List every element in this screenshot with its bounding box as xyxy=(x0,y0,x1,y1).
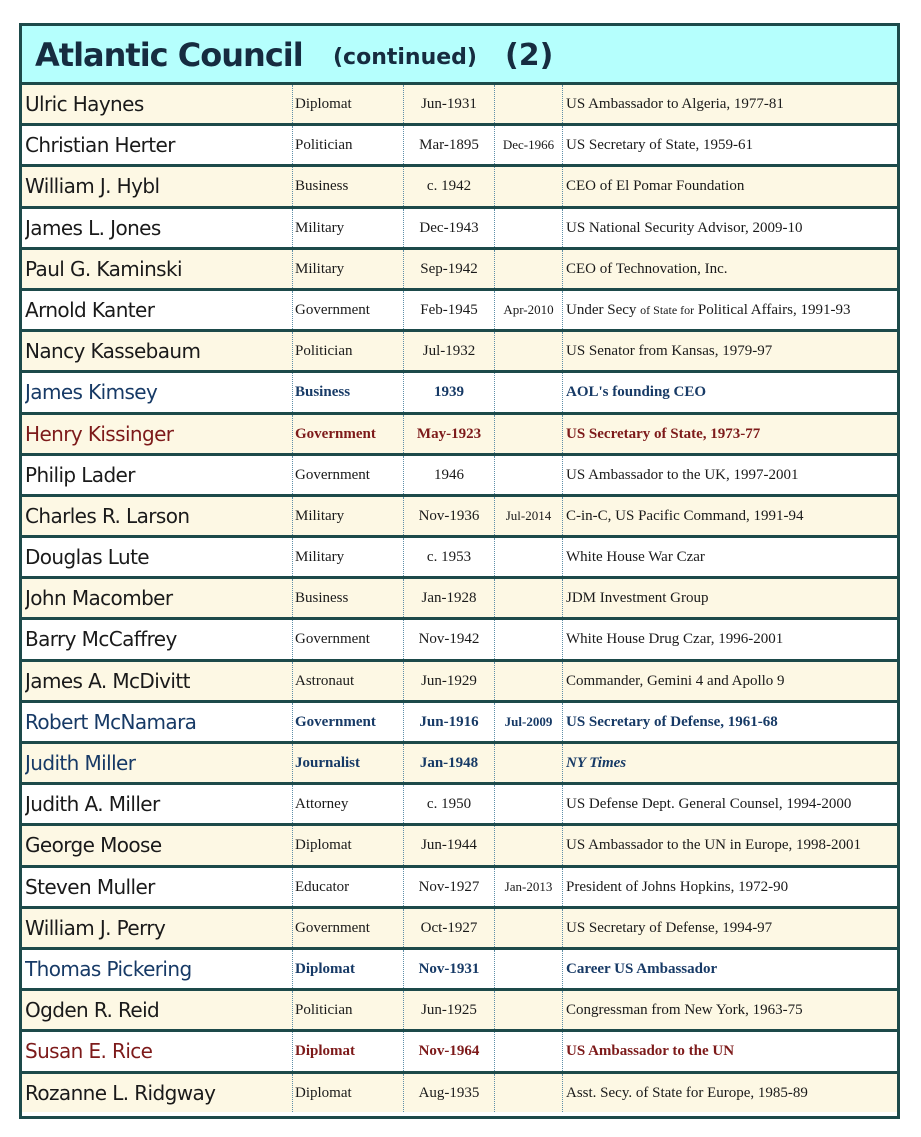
member-born: c. 1953 xyxy=(426,549,472,566)
member-note: US Defense Dept. General Counsel, 1994-2000 xyxy=(566,796,852,813)
column-divider xyxy=(562,868,563,906)
member-born: Nov-1964 xyxy=(418,1043,480,1060)
column-divider xyxy=(562,620,563,658)
column-divider xyxy=(562,785,563,823)
member-died: Jul-2014 xyxy=(505,507,552,523)
table-row xyxy=(22,538,897,579)
column-divider xyxy=(562,332,563,370)
column-divider xyxy=(292,991,293,1029)
member-role: Diplomat xyxy=(295,1043,355,1060)
table-row xyxy=(22,332,897,373)
member-died xyxy=(495,167,562,205)
member-name: Arnold Kanter xyxy=(25,297,155,322)
member-role: Government xyxy=(295,919,370,936)
column-divider xyxy=(562,167,563,205)
table-row xyxy=(22,250,897,291)
table-row xyxy=(22,909,897,950)
member-died: Jul-2009 xyxy=(504,713,553,729)
member-note xyxy=(566,291,896,329)
member-name: Judith Miller xyxy=(25,751,136,775)
column-divider xyxy=(562,538,563,576)
table-row xyxy=(22,662,897,703)
column-divider xyxy=(562,1032,563,1070)
member-died xyxy=(495,579,562,617)
member-role: Attorney xyxy=(295,796,349,813)
table-row xyxy=(22,209,897,250)
table-row xyxy=(22,620,897,661)
member-note: US Secretary of State, 1959-61 xyxy=(566,137,754,154)
member-name: Steven Muller xyxy=(25,874,155,899)
table-row xyxy=(22,991,897,1032)
page-title: Atlantic Council xyxy=(35,36,303,74)
column-divider xyxy=(292,209,293,247)
table-row xyxy=(22,1032,897,1073)
member-name: Robert McNamara xyxy=(25,709,197,734)
column-divider xyxy=(292,126,293,164)
member-born: Nov-1936 xyxy=(418,507,480,524)
member-born: c. 1942 xyxy=(426,178,472,195)
member-name: Susan E. Rice xyxy=(25,1039,153,1064)
column-divider xyxy=(292,332,293,370)
table-row xyxy=(22,456,897,497)
column-divider xyxy=(292,785,293,823)
member-died: Apr-2010 xyxy=(503,301,554,317)
member-note: Commander, Gemini 4 and Apollo 9 xyxy=(566,672,785,689)
member-note: US National Security Advisor, 2009-10 xyxy=(566,219,803,236)
table-row xyxy=(22,579,897,620)
member-role: Government xyxy=(295,466,370,483)
member-born: Jan-1928 xyxy=(421,590,477,607)
member-note: US Ambassador to the UK, 1997-2001 xyxy=(566,466,799,483)
member-died xyxy=(495,744,562,782)
member-born: c. 1950 xyxy=(426,796,472,813)
member-born: Feb-1945 xyxy=(420,301,478,318)
member-died xyxy=(495,85,562,123)
member-role: Government xyxy=(295,301,370,318)
member-role: Diplomat xyxy=(295,960,355,977)
member-note: President of Johns Hopkins, 1972-90 xyxy=(566,878,789,895)
member-role: Government xyxy=(295,631,370,648)
member-role: Politician xyxy=(295,137,353,154)
table-row xyxy=(22,497,897,538)
table-row xyxy=(22,826,897,867)
member-role: Politician xyxy=(295,1002,353,1019)
column-divider xyxy=(292,620,293,658)
table-row xyxy=(22,126,897,167)
column-divider xyxy=(292,744,293,782)
member-name: Barry McCaffrey xyxy=(25,627,177,652)
member-died xyxy=(495,332,562,370)
member-role: Diplomat xyxy=(295,837,352,854)
column-divider xyxy=(562,909,563,947)
column-divider xyxy=(562,291,563,329)
member-name: Charles R. Larson xyxy=(25,503,190,528)
title-bar xyxy=(22,26,897,85)
column-divider xyxy=(562,126,563,164)
member-name: Henry Kissinger xyxy=(25,421,174,446)
member-note: US Secretary of Defense, 1994-97 xyxy=(566,919,773,936)
member-died xyxy=(495,209,562,247)
member-note: US Ambassador to Algeria, 1977-81 xyxy=(566,96,784,112)
member-died xyxy=(495,826,562,864)
member-role: Government xyxy=(295,713,376,730)
column-divider xyxy=(562,950,563,988)
member-note: CEO of El Pomar Foundation xyxy=(566,178,745,195)
column-divider xyxy=(292,950,293,988)
column-divider xyxy=(562,415,563,453)
member-name: Thomas Pickering xyxy=(25,956,192,981)
member-note-part: Political Affairs, 1991-93 xyxy=(694,301,851,318)
member-died xyxy=(495,950,562,988)
member-note: AOL's founding CEO xyxy=(566,384,707,401)
table-row xyxy=(22,1074,897,1112)
member-name: James A. McDivitt xyxy=(25,668,190,693)
column-divider xyxy=(562,1074,563,1112)
member-note-part: Under Secy xyxy=(566,301,641,318)
member-name: George Moose xyxy=(25,833,162,858)
member-role: Business xyxy=(295,384,351,401)
member-died xyxy=(495,620,562,658)
column-divider xyxy=(562,744,563,782)
member-died xyxy=(495,1032,562,1070)
member-name: Paul G. Kaminski xyxy=(25,256,182,281)
member-note-part: of State for xyxy=(640,302,695,317)
member-name: Philip Lader xyxy=(25,462,135,487)
member-died xyxy=(495,456,562,494)
member-note: Career US Ambassador xyxy=(566,960,718,977)
member-note: US Senator from Kansas, 1979-97 xyxy=(566,343,773,360)
member-name: Ogden R. Reid xyxy=(25,998,160,1023)
column-divider xyxy=(562,703,563,741)
member-role: Diplomat xyxy=(295,1084,352,1101)
table-row xyxy=(22,167,897,208)
table-row xyxy=(22,415,897,456)
column-divider xyxy=(562,497,563,535)
table-row xyxy=(22,703,897,744)
member-name: Ulric Haynes xyxy=(25,92,144,116)
member-role: Military xyxy=(295,549,345,566)
member-born: Mar-1895 xyxy=(419,137,479,154)
member-born: Jun-1916 xyxy=(419,713,479,730)
column-divider xyxy=(292,538,293,576)
column-divider xyxy=(292,291,293,329)
column-divider xyxy=(292,703,293,741)
member-role: Military xyxy=(295,507,345,524)
member-born: Dec-1943 xyxy=(419,219,479,236)
member-born: Jul-1932 xyxy=(422,343,476,360)
column-divider xyxy=(292,1032,293,1070)
member-born: Nov-1942 xyxy=(418,631,480,648)
member-name: William J. Hybl xyxy=(25,174,160,199)
member-note: US Secretary of Defense, 1961-68 xyxy=(566,713,778,730)
column-divider xyxy=(292,250,293,288)
member-note: US Ambassador to the UN in Europe, 1998-2001 xyxy=(566,837,861,854)
document-frame xyxy=(19,23,900,1119)
column-divider xyxy=(562,85,563,123)
column-divider xyxy=(562,209,563,247)
member-role: Business xyxy=(295,590,349,607)
table-row xyxy=(22,373,897,414)
member-born: Jun-1931 xyxy=(421,96,477,112)
column-divider xyxy=(292,662,293,700)
column-divider xyxy=(292,373,293,411)
column-divider xyxy=(292,415,293,453)
member-note: US Secretary of State, 1973-77 xyxy=(566,425,761,442)
member-died xyxy=(495,1074,562,1112)
column-divider xyxy=(292,826,293,864)
member-born: 1939 xyxy=(434,384,464,401)
member-born: Aug-1935 xyxy=(418,1084,480,1101)
member-born: Jun-1929 xyxy=(421,672,477,689)
column-divider xyxy=(292,456,293,494)
member-born: Jan-1948 xyxy=(419,755,479,771)
member-role: Diplomat xyxy=(295,96,352,112)
member-note: Asst. Secy. of State for Europe, 1985-89 xyxy=(566,1084,808,1101)
member-note: White House Drug Czar, 1996-2001 xyxy=(566,631,784,648)
member-born: Nov-1931 xyxy=(418,960,480,977)
column-divider xyxy=(292,1074,293,1112)
member-born: Sep-1942 xyxy=(420,260,478,277)
member-name: Judith A. Miller xyxy=(25,792,160,817)
member-died: Jan-2013 xyxy=(504,878,553,894)
column-divider xyxy=(562,991,563,1029)
column-divider xyxy=(292,85,293,123)
member-died xyxy=(495,373,562,411)
member-died xyxy=(495,250,562,288)
member-died xyxy=(495,909,562,947)
member-name: James L. Jones xyxy=(25,215,161,240)
column-divider xyxy=(562,373,563,411)
table-row xyxy=(22,868,897,909)
member-born: Jun-1925 xyxy=(421,1002,477,1019)
member-role: Politician xyxy=(295,343,353,360)
member-name: Christian Herter xyxy=(25,133,175,158)
member-name: James Kimsey xyxy=(25,380,158,405)
member-role: Educator xyxy=(295,878,350,895)
table-row xyxy=(22,785,897,826)
member-note: CEO of Technovation, Inc. xyxy=(566,260,728,277)
member-note: NY Times xyxy=(566,755,627,771)
table-row xyxy=(22,291,897,332)
column-divider xyxy=(292,909,293,947)
member-role: Astronaut xyxy=(295,672,355,689)
column-divider xyxy=(562,250,563,288)
member-born: 1946 xyxy=(434,466,464,483)
column-divider xyxy=(562,826,563,864)
member-name: Douglas Lute xyxy=(25,545,150,570)
member-died xyxy=(495,991,562,1029)
member-name: Rozanne L. Ridgway xyxy=(25,1080,216,1105)
member-died xyxy=(495,785,562,823)
member-name: John Macomber xyxy=(25,586,173,611)
member-born: May-1923 xyxy=(416,425,482,442)
column-divider xyxy=(562,579,563,617)
member-name: Nancy Kassebaum xyxy=(25,339,201,364)
member-role: Business xyxy=(295,178,349,195)
member-role: Government xyxy=(295,425,376,442)
member-role: Military xyxy=(295,260,345,277)
member-note: C-in-C, US Pacific Command, 1991-94 xyxy=(566,507,804,524)
continued-label: (continued) xyxy=(333,45,477,70)
member-note: White House War Czar xyxy=(566,549,705,566)
page-number: (2) xyxy=(505,38,554,73)
members-table xyxy=(22,85,897,1112)
member-died xyxy=(495,415,562,453)
column-divider xyxy=(292,497,293,535)
member-note: US Ambassador to the UN xyxy=(566,1043,735,1060)
member-role: Journalist xyxy=(295,755,361,771)
column-divider xyxy=(562,662,563,700)
member-died: Dec-1966 xyxy=(502,137,555,153)
column-divider xyxy=(292,167,293,205)
member-role: Military xyxy=(295,219,345,236)
column-divider xyxy=(292,868,293,906)
table-row xyxy=(22,85,897,126)
member-born: Oct-1927 xyxy=(420,919,478,936)
member-note: Congressman from New York, 1963-75 xyxy=(566,1002,803,1019)
member-note: JDM Investment Group xyxy=(566,590,709,607)
table-row xyxy=(22,950,897,991)
column-divider xyxy=(292,579,293,617)
member-born: Nov-1927 xyxy=(418,878,480,895)
column-divider xyxy=(562,456,563,494)
member-died xyxy=(495,662,562,700)
table-row xyxy=(22,744,897,785)
member-born: Jun-1944 xyxy=(421,837,477,854)
member-name: William J. Perry xyxy=(25,915,166,940)
member-died xyxy=(495,538,562,576)
